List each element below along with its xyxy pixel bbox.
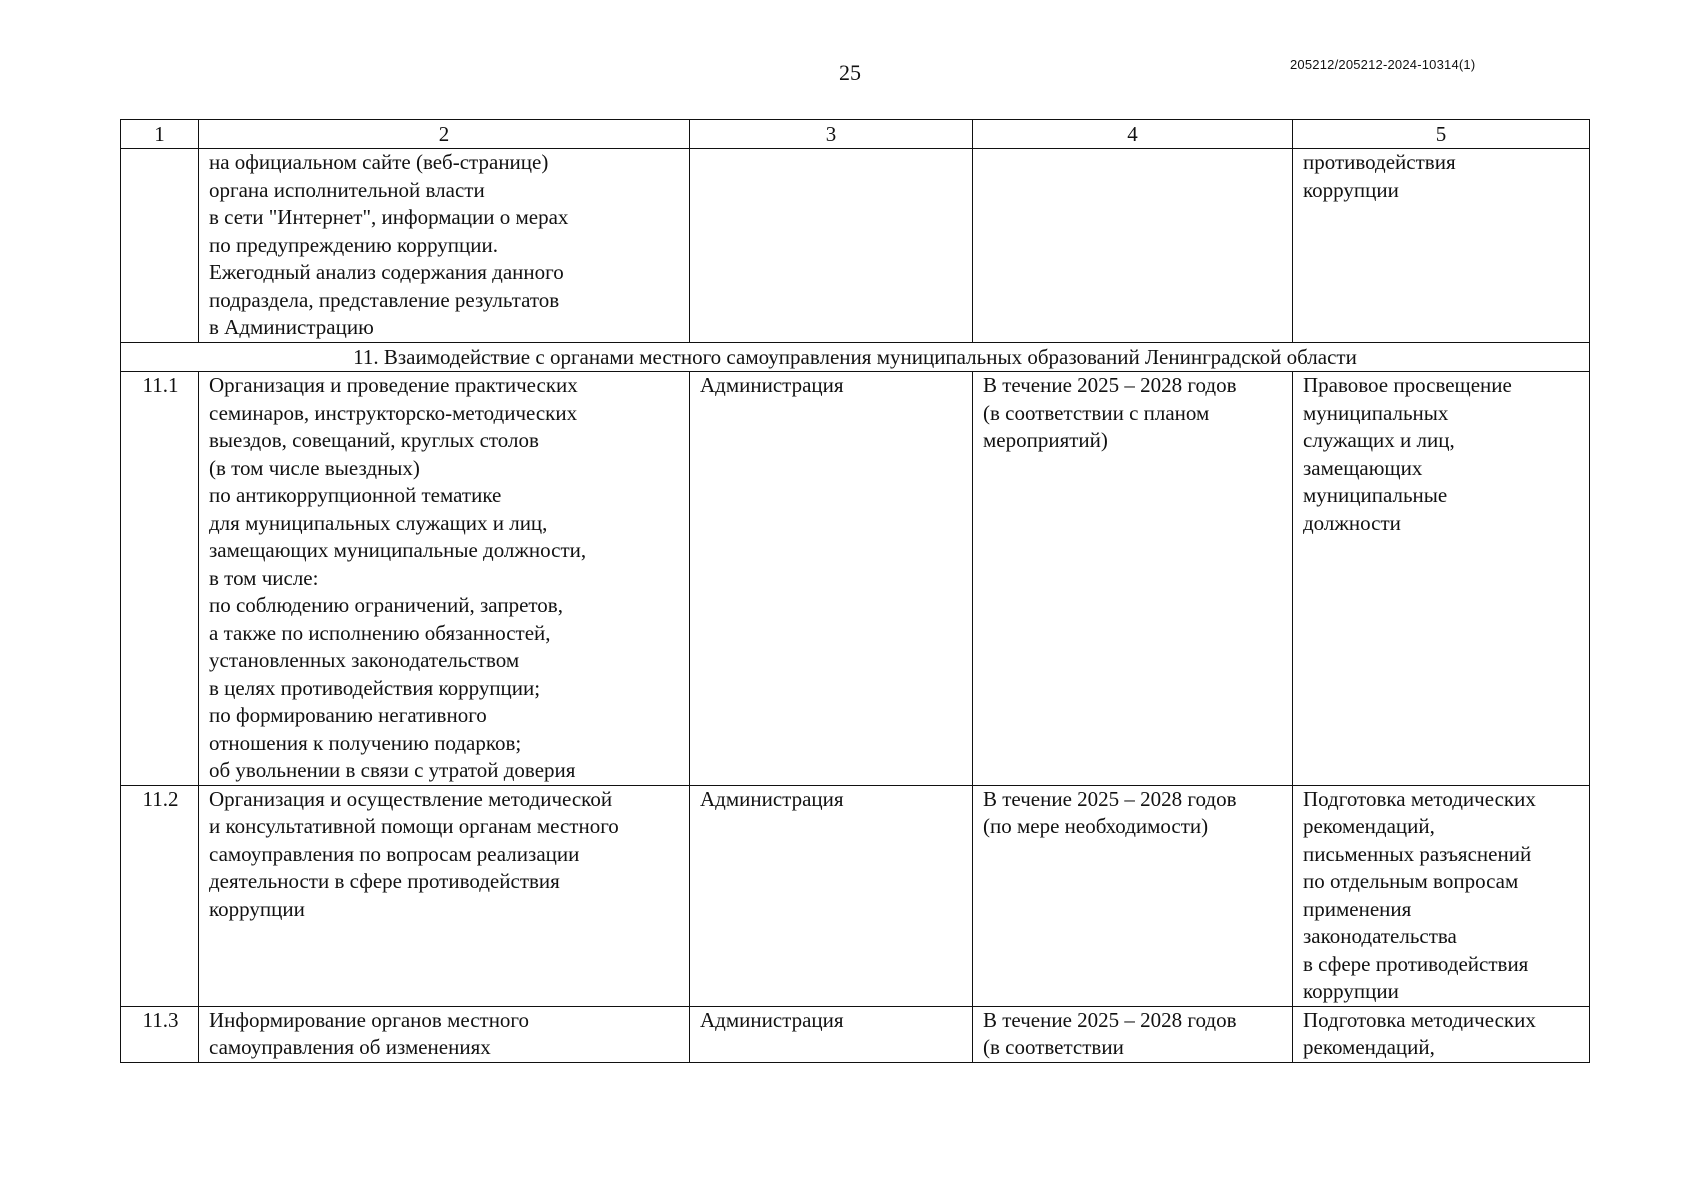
action-cell: Информирование органов местного самоуправления об изменениях [199, 1006, 690, 1062]
term-cell: В течение 2025 – 2028 годов (по мере необходимости) [973, 785, 1293, 1006]
responsible-cell: Администрация [690, 372, 973, 786]
result-cell: Подготовка методических рекомендаций, письменных разъяснений по отдельным вопросам применения законодательства в сфере противодействия коррупции [1293, 785, 1590, 1006]
measures-table [120, 119, 1590, 1063]
column-header-2: 2 [199, 120, 690, 149]
column-header-4: 4 [973, 120, 1293, 149]
continuation-term-cell [973, 149, 1293, 343]
column-header-1: 1 [121, 120, 199, 149]
row-number: 11.3 [121, 1006, 199, 1062]
responsible-cell: Администрация [690, 1006, 973, 1062]
row-number: 11.1 [121, 372, 199, 786]
continuation-number-cell [121, 149, 199, 343]
table-row [121, 1006, 1590, 1062]
continuation-result-cell: противодействия коррупции [1293, 149, 1590, 343]
result-cell: Подготовка методических рекомендаций, [1293, 1006, 1590, 1062]
table-row [121, 785, 1590, 1006]
table-row [121, 372, 1590, 786]
document-id: 205212/205212-2024-10314(1) [1290, 57, 1476, 72]
column-header-3: 3 [690, 120, 973, 149]
table-header-row [121, 120, 1590, 149]
action-cell: Организация и осуществление методической и консультативной помощи органам местного самоуправления по вопросам реализации деятельности в сфере противодействия коррупции [199, 785, 690, 1006]
action-cell: Организация и проведение практических семинаров, инструкторско-методических выездов, совещаний, круглых столов (в том числе выездных) по антикоррупционной тематике для муниципальных служащих и лиц, замещающих муниципальные должности, в том числе: по соблюдению ограничений, запретов, а также по исполнению обязанностей, установленных законодательством в целях противодействия коррупции; по формированию негативного отношения к получению подарков; об увольнении в связи с утратой доверия [199, 372, 690, 786]
responsible-cell: Администрация [690, 785, 973, 1006]
continuation-row [121, 149, 1590, 343]
term-cell: В течение 2025 – 2028 годов (в соответствии с планом мероприятий) [973, 372, 1293, 786]
section-row [121, 343, 1590, 372]
term-cell: В течение 2025 – 2028 годов (в соответствии [973, 1006, 1293, 1062]
column-header-5: 5 [1293, 120, 1590, 149]
continuation-responsible-cell [690, 149, 973, 343]
row-number: 11.2 [121, 785, 199, 1006]
continuation-action-cell: на официальном сайте (веб-странице) органа исполнительной власти в сети "Интернет", информации о мерах по предупреждению коррупции. Ежегодный анализ содержания данного подраздела, представление результатов в Администрацию [199, 149, 690, 343]
page-number: 25 [839, 60, 861, 85]
section-title: 11. Взаимодействие с органами местного самоуправления муниципальных образований Ленинградской области [121, 343, 1590, 372]
result-cell: Правовое просвещение муниципальных служащих и лиц, замещающих муниципальные должности [1293, 372, 1590, 786]
